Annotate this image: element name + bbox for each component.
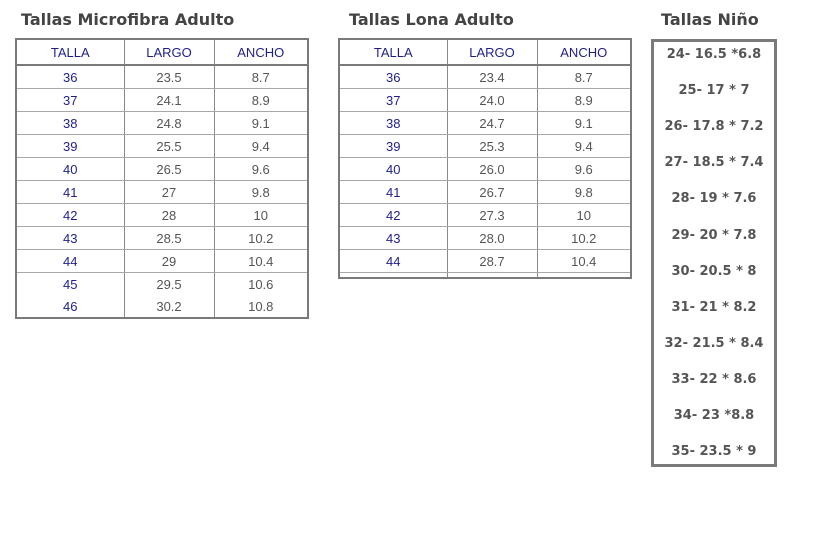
header-largo: LARGO bbox=[447, 39, 537, 65]
cell-ancho: 10.8 bbox=[214, 295, 308, 318]
cell-talla: 42 bbox=[339, 204, 447, 227]
table-header-row bbox=[339, 39, 631, 65]
table-row bbox=[16, 135, 308, 158]
cell-ancho: 10 bbox=[214, 204, 308, 227]
cell-largo: 27.3 bbox=[447, 204, 537, 227]
cell-ancho: 10.4 bbox=[214, 250, 308, 273]
microfibra-size-table bbox=[15, 38, 309, 319]
cell-largo: 26.0 bbox=[447, 158, 537, 181]
cell-ancho: 9.1 bbox=[537, 112, 631, 135]
table-row bbox=[16, 273, 308, 296]
lona-title: Tallas Lona Adulto bbox=[349, 10, 514, 29]
table-row bbox=[339, 112, 631, 135]
cell-talla: 37 bbox=[339, 89, 447, 112]
table-header-row bbox=[16, 39, 308, 65]
cell-ancho: 10.4 bbox=[537, 250, 631, 273]
nino-size-item: 27- 18.5 * 7.4 bbox=[664, 155, 764, 171]
table-row bbox=[339, 135, 631, 158]
cell-talla: 43 bbox=[339, 227, 447, 250]
cell-largo: 25.5 bbox=[124, 135, 214, 158]
cell-talla: 44 bbox=[339, 250, 447, 273]
cell-talla: 43 bbox=[16, 227, 124, 250]
table-filler-row bbox=[339, 273, 631, 279]
cell-talla: 46 bbox=[16, 295, 124, 318]
cell-largo: 30.2 bbox=[124, 295, 214, 318]
cell-ancho: 10.2 bbox=[537, 227, 631, 250]
cell-talla: 42 bbox=[16, 204, 124, 227]
cell-talla: 44 bbox=[16, 250, 124, 273]
nino-size-item: 32- 21.5 * 8.4 bbox=[664, 335, 764, 351]
cell-talla: 45 bbox=[16, 273, 124, 296]
cell-talla: 38 bbox=[339, 112, 447, 135]
microfibra-title: Tallas Microfibra Adulto bbox=[21, 10, 235, 29]
cell-largo: 28.7 bbox=[447, 250, 537, 273]
table-row bbox=[16, 295, 308, 318]
table-row bbox=[339, 204, 631, 227]
cell-talla: 39 bbox=[339, 135, 447, 158]
table-row bbox=[16, 227, 308, 250]
nino-size-item: 25- 17 * 7 bbox=[678, 83, 750, 99]
table-row bbox=[16, 158, 308, 181]
nino-size-item: 28- 19 * 7.6 bbox=[671, 191, 757, 207]
nino-size-item: 30- 20.5 * 8 bbox=[671, 263, 757, 279]
cell-ancho: 9.4 bbox=[214, 135, 308, 158]
header-largo: LARGO bbox=[124, 39, 214, 65]
nino-size-list bbox=[651, 39, 777, 467]
table-row bbox=[16, 204, 308, 227]
header-ancho: ANCHO bbox=[537, 39, 631, 65]
cell-ancho: 8.9 bbox=[214, 89, 308, 112]
cell-ancho: 8.9 bbox=[537, 89, 631, 112]
cell-largo: 24.1 bbox=[124, 89, 214, 112]
cell-talla: 40 bbox=[16, 158, 124, 181]
cell-ancho: 9.8 bbox=[214, 181, 308, 204]
table-row bbox=[16, 112, 308, 135]
table-row bbox=[339, 227, 631, 250]
nino-size-item: 31- 21 * 8.2 bbox=[671, 299, 757, 315]
table-row bbox=[16, 250, 308, 273]
table-row bbox=[339, 89, 631, 112]
cell-largo: 29.5 bbox=[124, 273, 214, 296]
nino-size-item: 33- 22 * 8.6 bbox=[671, 371, 757, 387]
empty-cell bbox=[339, 273, 447, 279]
cell-talla: 40 bbox=[339, 158, 447, 181]
cell-largo: 28 bbox=[124, 204, 214, 227]
table-row bbox=[339, 181, 631, 204]
nino-title: Tallas Niño bbox=[661, 10, 759, 29]
cell-largo: 24.8 bbox=[124, 112, 214, 135]
cell-talla: 36 bbox=[339, 65, 447, 89]
cell-ancho: 8.7 bbox=[537, 65, 631, 89]
table-row bbox=[16, 181, 308, 204]
table-row bbox=[16, 65, 308, 89]
cell-largo: 26.5 bbox=[124, 158, 214, 181]
cell-largo: 24.7 bbox=[447, 112, 537, 135]
header-talla: TALLA bbox=[339, 39, 447, 65]
cell-ancho: 9.8 bbox=[537, 181, 631, 204]
nino-size-item: 35- 23.5 * 9 bbox=[671, 444, 757, 460]
cell-largo: 24.0 bbox=[447, 89, 537, 112]
cell-largo: 26.7 bbox=[447, 181, 537, 204]
header-talla: TALLA bbox=[16, 39, 124, 65]
cell-ancho: 9.6 bbox=[537, 158, 631, 181]
lona-size-table bbox=[338, 38, 632, 279]
table-row bbox=[339, 250, 631, 273]
cell-talla: 37 bbox=[16, 89, 124, 112]
cell-talla: 41 bbox=[16, 181, 124, 204]
cell-largo: 23.4 bbox=[447, 65, 537, 89]
cell-largo: 25.3 bbox=[447, 135, 537, 158]
cell-ancho: 9.6 bbox=[214, 158, 308, 181]
table-row bbox=[339, 158, 631, 181]
empty-cell bbox=[447, 273, 537, 279]
cell-ancho: 9.1 bbox=[214, 112, 308, 135]
cell-ancho: 10.2 bbox=[214, 227, 308, 250]
cell-largo: 28.0 bbox=[447, 227, 537, 250]
nino-size-item: 26- 17.8 * 7.2 bbox=[664, 119, 764, 135]
nino-size-item: 24- 16.5 *6.8 bbox=[666, 47, 762, 62]
cell-largo: 23.5 bbox=[124, 65, 214, 89]
nino-size-item: 29- 20 * 7.8 bbox=[671, 227, 757, 243]
cell-largo: 29 bbox=[124, 250, 214, 273]
empty-cell bbox=[537, 273, 631, 279]
header-ancho: ANCHO bbox=[214, 39, 308, 65]
cell-talla: 39 bbox=[16, 135, 124, 158]
table-row bbox=[16, 89, 308, 112]
cell-ancho: 10.6 bbox=[214, 273, 308, 296]
cell-talla: 36 bbox=[16, 65, 124, 89]
cell-talla: 41 bbox=[339, 181, 447, 204]
cell-ancho: 8.7 bbox=[214, 65, 308, 89]
cell-largo: 28.5 bbox=[124, 227, 214, 250]
table-row bbox=[339, 65, 631, 89]
cell-ancho: 9.4 bbox=[537, 135, 631, 158]
nino-size-item: 34- 23 *8.8 bbox=[673, 408, 755, 423]
cell-largo: 27 bbox=[124, 181, 214, 204]
cell-talla: 38 bbox=[16, 112, 124, 135]
cell-ancho: 10 bbox=[537, 204, 631, 227]
